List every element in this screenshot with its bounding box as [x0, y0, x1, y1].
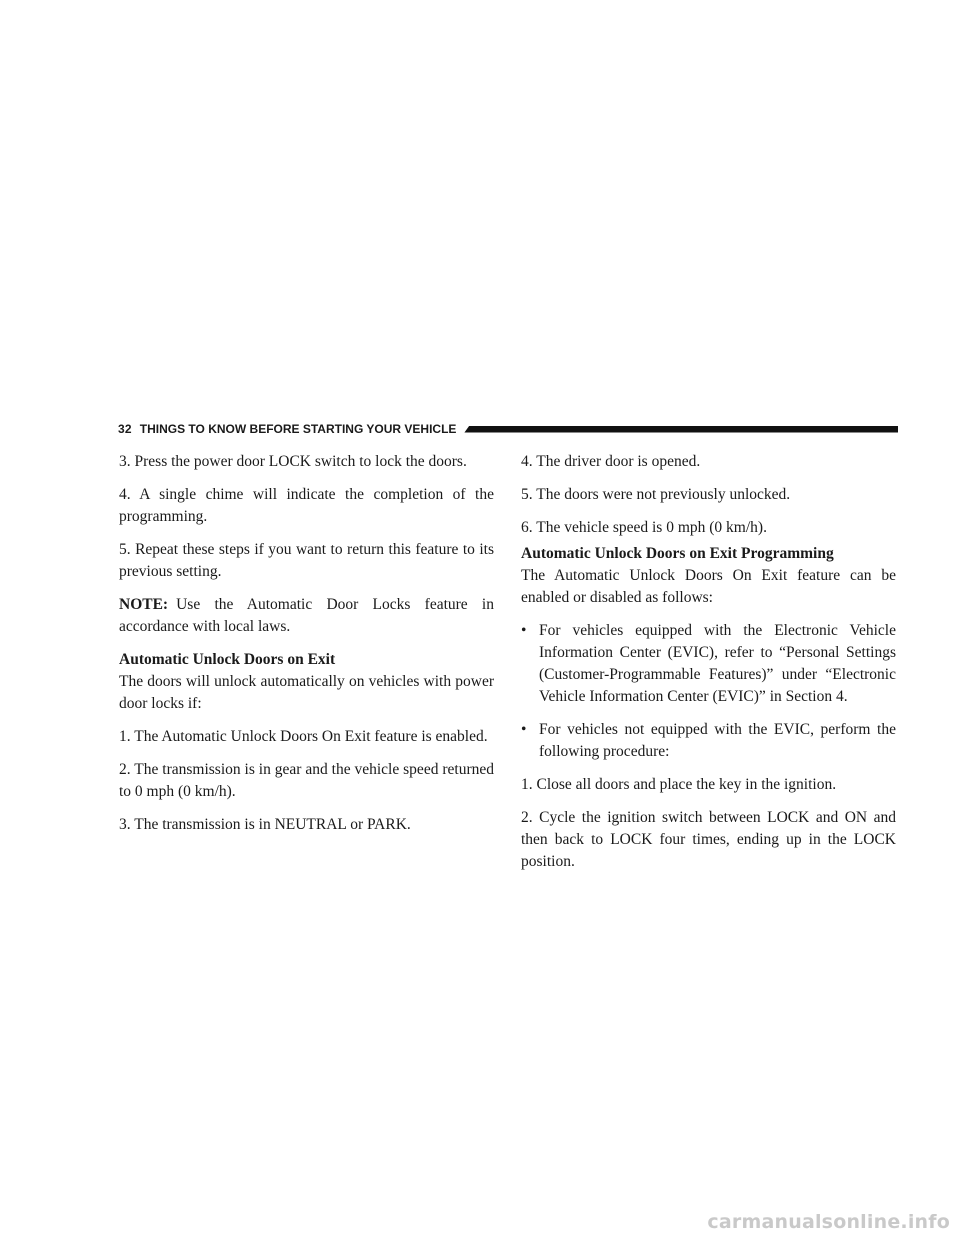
paragraph: 4. A single chime will indicate the completion of the programming.: [119, 486, 494, 525]
note-text: Use the Automatic Door Locks feature in accordance with local laws.: [119, 596, 494, 635]
condition-item: 1. The Automatic Unlock Doors On Exit feature is enabled.: [119, 728, 488, 745]
bullet-icon: •: [521, 622, 527, 639]
section-heading: Automatic Unlock Doors on Exit Programming: [521, 545, 834, 562]
condition-item: 5. The doors were not previously unlocked.: [521, 486, 791, 503]
bullet-text: For vehicles not equipped with the EVIC, perform the following procedure:: [539, 721, 896, 760]
bullet-item: [521, 620, 896, 708]
condition-item: 2. The transmission is in gear and the vehicle speed returned to 0 mph (0 km/h).: [119, 761, 494, 800]
paragraph: The Automatic Unlock Doors On Exit feature can be enabled or disabled as follows:: [521, 567, 896, 606]
section-title: THINGS TO KNOW BEFORE STARTING YOUR VEHICLE: [139, 422, 457, 436]
paragraph: 5. Repeat these steps if you want to return this feature to its previous setting.: [119, 541, 494, 580]
step-item: 2. Cycle the ignition switch between LOCK and ON and then back to LOCK four times, ending up in the LOCK position.: [521, 809, 896, 870]
left-column: [119, 451, 494, 847]
step-item: 1. Close all doors and place the key in the ignition.: [521, 776, 837, 793]
right-column: [521, 451, 896, 884]
page-header: [118, 418, 898, 440]
note-label: NOTE:: [119, 596, 169, 613]
paragraph: 3. Press the power door LOCK switch to lock the doors.: [119, 453, 467, 470]
bullet-text: For vehicles equipped with the Electronic Vehicle Information Center (EVIC), refer to “Personal Settings (Customer-Programmable Features)” under “Electronic Vehicle Information Center (EVIC)” in Section 4.: [539, 622, 896, 705]
page-number: 32: [118, 422, 132, 436]
bullet-icon: •: [521, 721, 527, 738]
paragraph: The doors will unlock automatically on vehicles with power door locks if:: [119, 673, 494, 712]
section-heading: Automatic Unlock Doors on Exit: [119, 651, 336, 668]
header-rule: [464, 426, 898, 433]
condition-item: 6. The vehicle speed is 0 mph (0 km/h).: [521, 519, 767, 536]
watermark: carmanualsonline.info: [707, 1211, 950, 1233]
condition-item: 4. The driver door is opened.: [521, 453, 701, 470]
condition-item: 3. The transmission is in NEUTRAL or PARK.: [119, 816, 411, 833]
note: [119, 594, 494, 638]
bullet-item: [521, 719, 896, 763]
